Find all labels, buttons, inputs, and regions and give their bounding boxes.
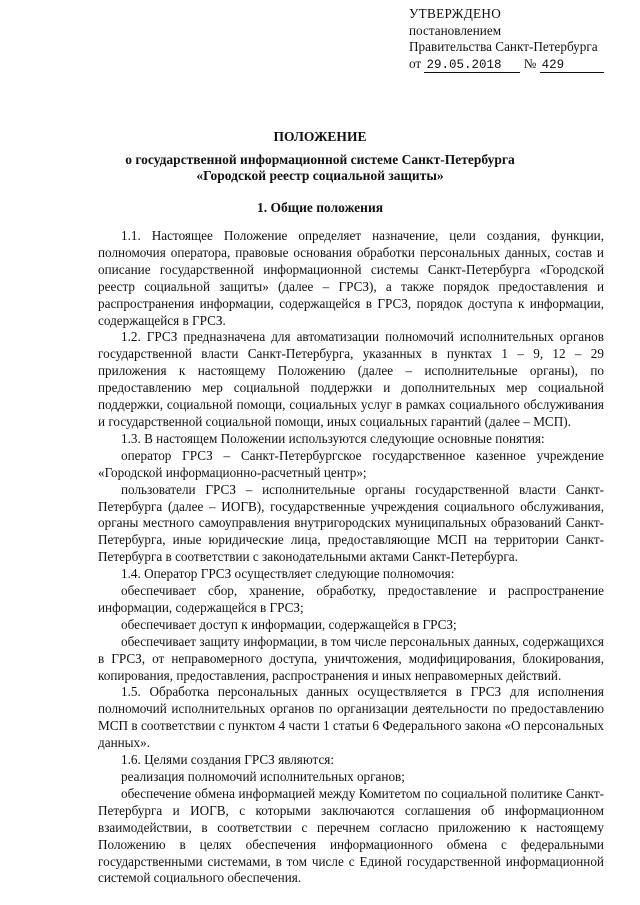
- document-body: [98, 228, 604, 887]
- number-prefix: №: [523, 55, 537, 71]
- definition-users: пользователи ГРСЗ – исполнительные органы государственной власти Санкт-Петербурга (далее – ИОГВ), государственные учреждения социального обслуживания, органы местного самоуправления внутригородских муниципальных образований Санкт-Петербурга, иные юридические лица, предоставляющие МСП на территории Санкт-Петербурга в соответствии с законодательными актами Санкт-Петербурга.: [98, 481, 604, 565]
- paragraph-1-5: 1.5. Обработка персональных данных осуществляется в ГРСЗ для исполнения полномочий исполнительных органов по организации деятельности по предоставлению МСП в соответствии с пунктом 4 части 1 статьи 6 Федерального закона «О персональных данных».: [98, 684, 604, 751]
- approval-block: [409, 6, 604, 73]
- document-subtitle-line-1: о государственной информационной системе Санкт-Петербурга: [125, 152, 515, 167]
- approval-number: 429: [540, 58, 604, 73]
- operator-duty-2: обеспечивает доступ к информации, содержащейся в ГРСЗ;: [121, 616, 457, 632]
- approval-date-line: [409, 56, 604, 73]
- paragraph-1-6: 1.6. Целями создания ГРСЗ являются:: [121, 752, 335, 768]
- operator-duty-3: обеспечивает защиту информации, в том числе персональных данных, содержащихся в ГРСЗ, от неправомерного доступа, уничтожения, модифицирования, блокирования, копирования, предоставления, распространения и иных неправомерных действий.: [98, 633, 604, 683]
- document-title: ПОЛОЖЕНИЕ: [273, 129, 367, 144]
- paragraph-1-1: 1.1. Настоящее Положение определяет назначение, цели создания, функции, полномочия оператора, правовые основания обработки персональных данных, состав и описание государственной информационной системы Санкт-Петербурга «Городской реестр социальной защиты» (далее – ГРСЗ), а также порядок предоставления и распространения информации, содержащейся в ГРСЗ, порядок доступа к информации, содержащейся в ГРСЗ.: [98, 228, 604, 328]
- paragraph-1-4: 1.4. Оператор ГРСЗ осуществляет следующие полномочия:: [121, 566, 455, 582]
- approval-line-2: Правительства Санкт-Петербурга: [409, 39, 598, 54]
- section-heading: 1. Общие положения: [256, 200, 384, 215]
- goal-1: реализация полномочий исполнительных органов;: [121, 769, 405, 784]
- goal-2: обеспечение обмена информацией между Комитетом по социальной политике Санкт-Петербурга и ИОГВ, с которыми заключаются соглашения об информационном взаимодействии, в соответствии с перечнем согласно приложению к настоящему Положению в целях обеспечения информационного обмена с федеральными государственными системами, в том числе с Единой государственной информационной системой социального обеспечения.: [98, 785, 604, 886]
- operator-duty-1: обеспечивает сбор, хранение, обработку, предоставление и распространение информации, содержащейся в ГРСЗ;: [98, 583, 604, 615]
- date-prefix: от: [409, 55, 422, 71]
- approval-line-1: постановлением: [409, 22, 502, 38]
- paragraph-1-2: 1.2. ГРСЗ предназначена для автоматизации полномочий исполнительных органов государственной власти Санкт-Петербурга, указанных в пунктах 1 – 9, 12 – 29 приложения к настоящему Положению (далее – исполнительные органы), по предоставлению мер социальной поддержки и дополнительных мер социальной поддержки, социальной помощи, социальных услуг в рамках социального обслуживания и государственной социальной помощи, иных социальных гарантий (далее – МСП).: [98, 329, 604, 429]
- definition-operator: оператор ГРСЗ – Санкт-Петербургское государственное казенное учреждение «Городской информационно-расчетный центр»;: [98, 447, 604, 480]
- document-subtitle-line-2: «Городской реестр социальной защиты»: [196, 168, 444, 183]
- paragraph-1-3: 1.3. В настоящем Положении используются следующие основные понятия:: [121, 430, 545, 446]
- approval-date: 29.05.2018: [424, 58, 520, 73]
- approval-heading: УТВЕРЖДЕНО: [409, 6, 502, 21]
